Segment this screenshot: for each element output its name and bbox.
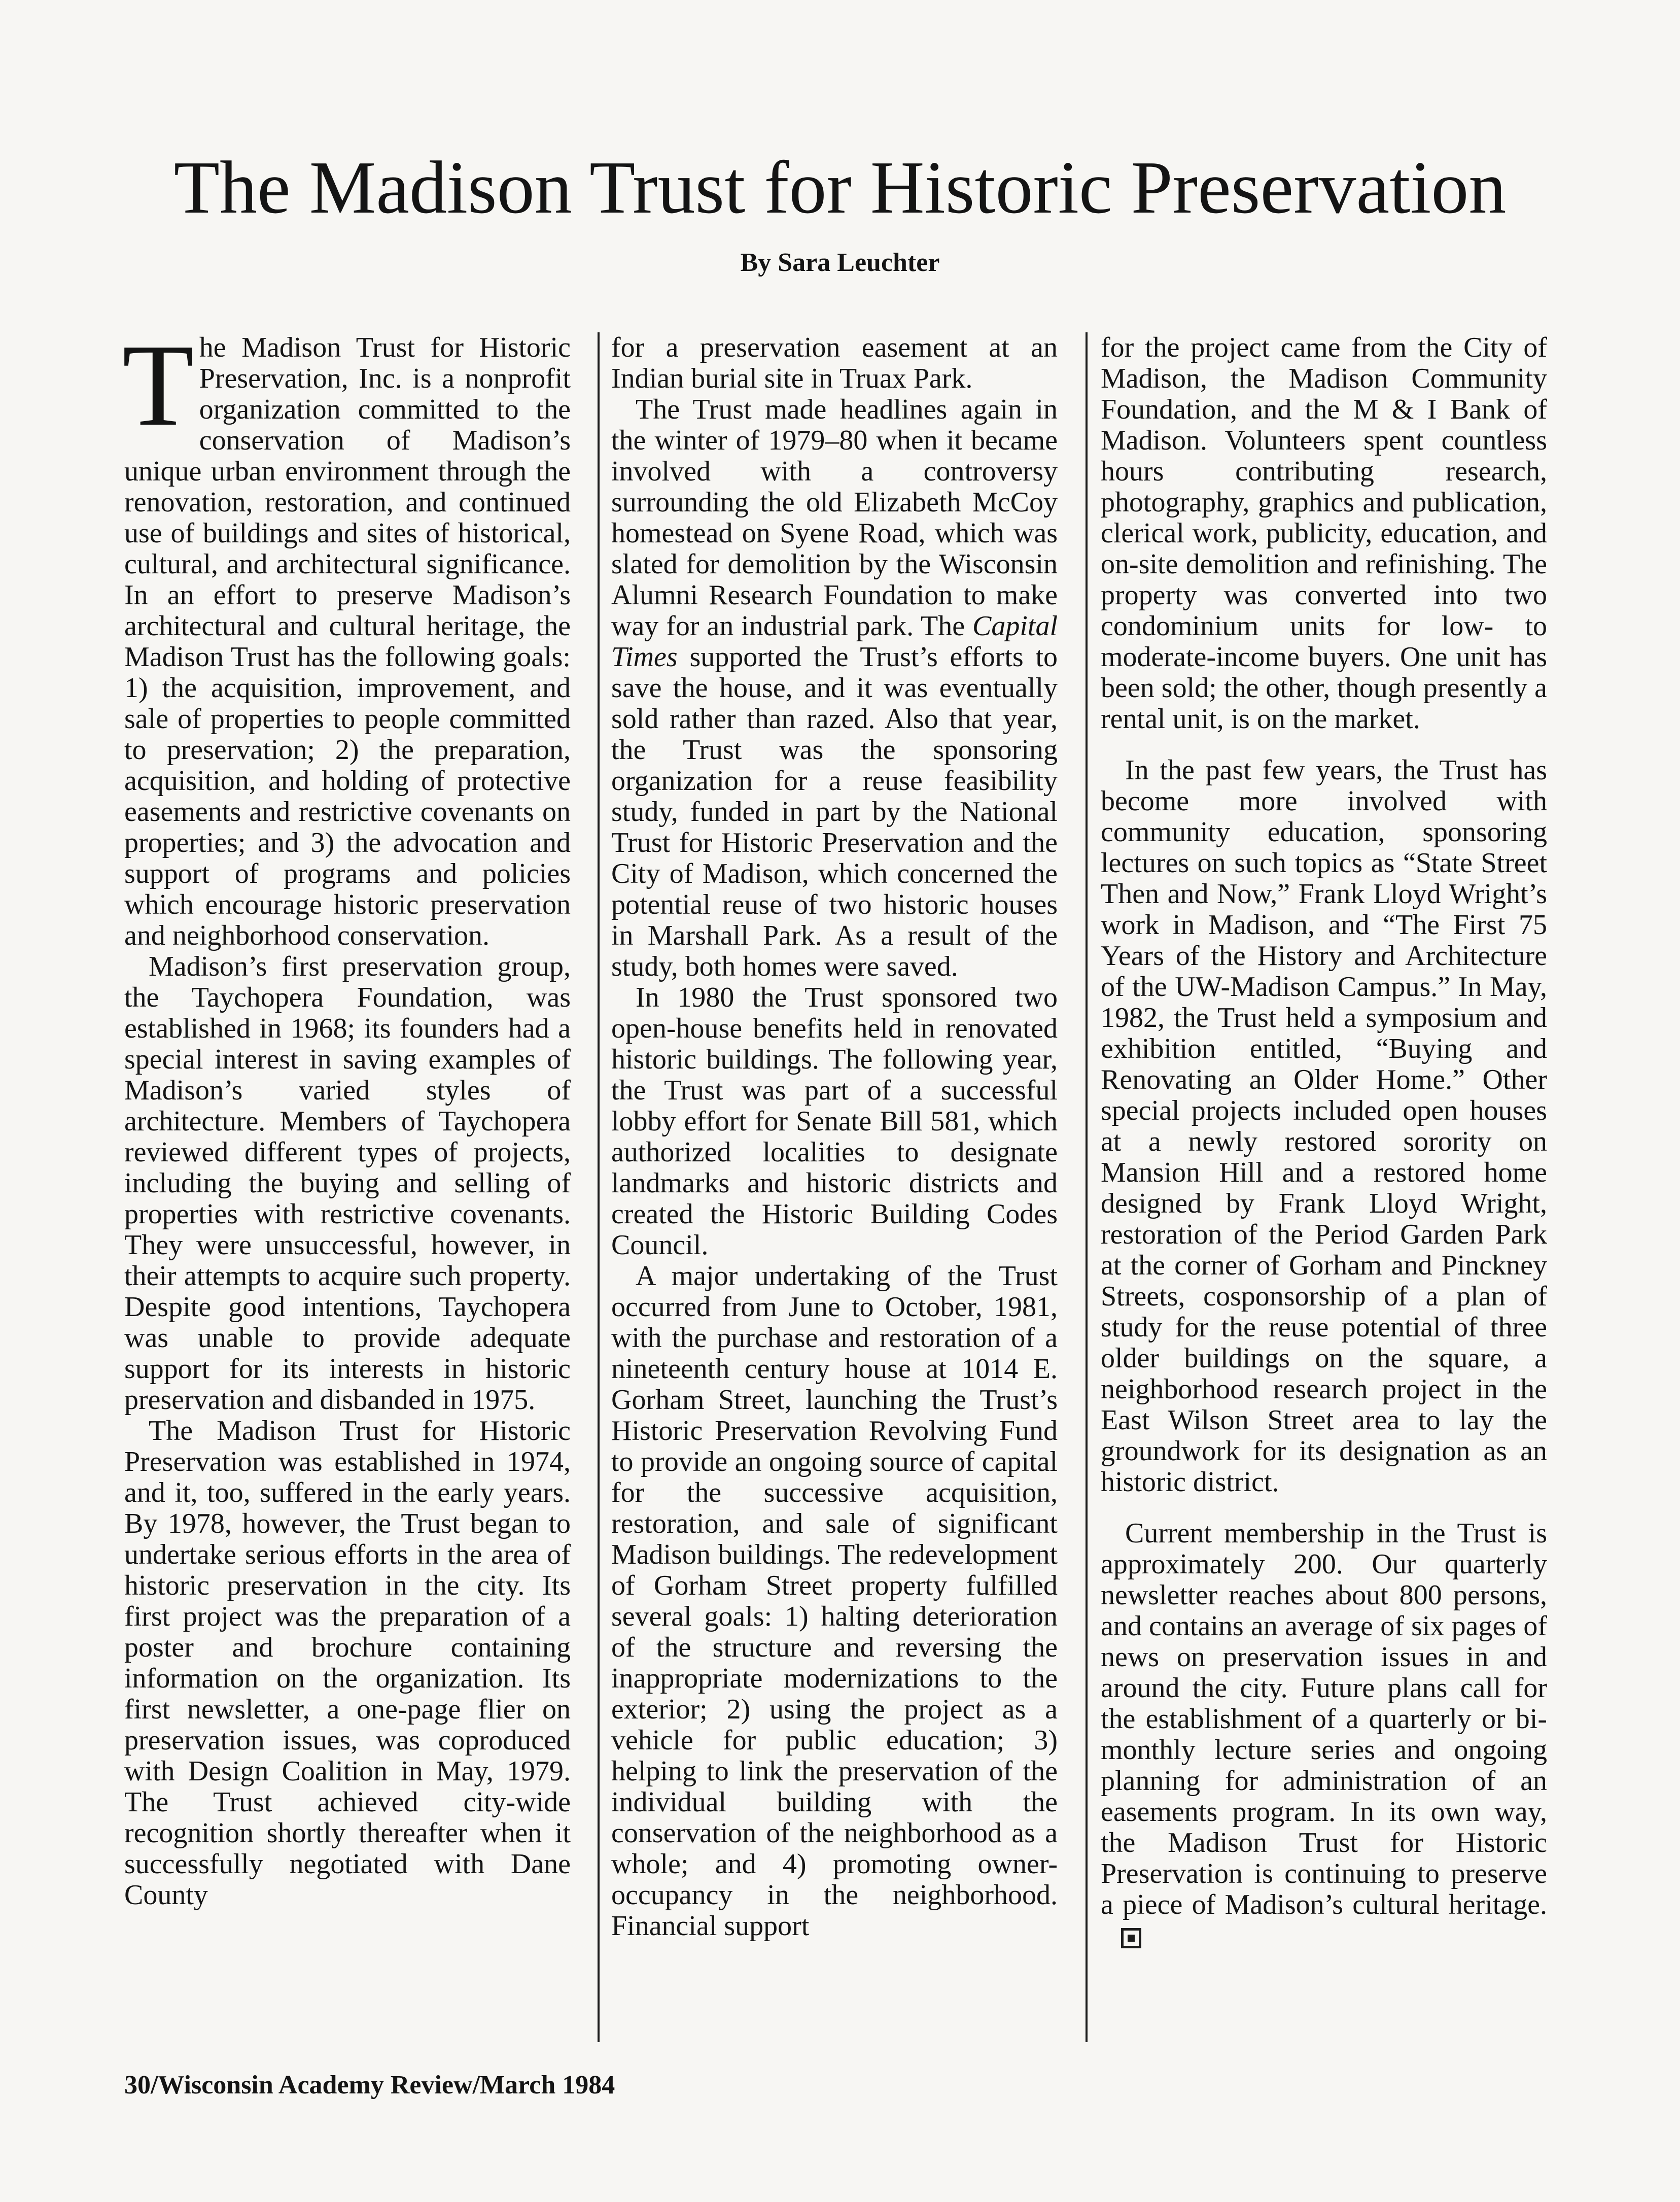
paragraph: In 1980 the Trust sponsored two open-house benefits held in renovated historic buildings. The following year, the Trust was part of a successful lobby effort for Senate Bill 581, which authorized localities to designate landmarks and historic districts and created the Historic Building Codes Council. xyxy=(611,982,1058,1261)
text-column-1 xyxy=(122,320,571,1911)
text-column-3 xyxy=(1101,332,1547,1951)
paragraph-text: The Trust made headlines again in the winter of 1979–80 when it became involved with a controversy surrounding the old Elizabeth McCoy homestead on Syene Road, which was slated for demolition by the Wisconsin Alumni Research Foundation to make way for an industrial park. The xyxy=(611,394,1058,642)
paragraph-text: he Madison Trust for Historic Preservation, Inc. is a nonprofit organization committed to the conservation of Madison’s unique urban environment through the renovation, restoration, and continued use of buildings and sites of historical, cultural, and architectural significance. In an effort to preserve Madison’s architectural and cultural heritage, the Madison Trust has the following goals: 1) the acquisition, improvement, and sale of properties to people committed to preservation; 2) the preparation, acquisition, and holding of protective easements and restrictive covenants on properties; and 3) the advocation and support of programs and policies which encourage historic preservation and neighborhood conservation. xyxy=(124,332,571,951)
paragraph: for a preservation easement at an Indian burial site in Truax Park. xyxy=(611,332,1058,394)
paragraph: for the project came from the City of Madison, the Madison Community Foundation, and the M & I Bank of Madison. Volunteers spent countless hours contributing research, photography, graphics and publication, clerical work, publicity, education, and on-site demolition and refinishing. The property was converted into two condominium units for low- to moderate-income buyers. One unit has been sold; the other, though presently a rental unit, is on the market. xyxy=(1101,332,1547,735)
byline: By Sara Leuchter xyxy=(740,248,940,277)
paragraph xyxy=(1101,1518,1547,1951)
paragraph-text: Current membership in the Trust is approximately 200. Our quarterly newsletter reaches about 800 persons, and contains an average of six pages of news on preservation issues in and around the city. Future plans call for the establishment of a quarterly or bi-monthly lecture series and ongoing planning for administration of an easements program. In its own way, the Madison Trust for Historic Preservation is continuing to preserve a piece of Madison’s cultural heritage. xyxy=(1101,1518,1547,1920)
paragraph: A major undertaking of the Trust occurred from June to October, 1981, with the purchase and restoration of a nineteenth century house at 1014 E. Gorham Street, launching the Trust’s Historic Preservation Revolving Fund to provide an ongoing source of capital for the successive acquisition, restoration, and sale of significant Madison buildings. The redevelopment of Gorham Street property fulfilled several goals: 1) halting deterioration of the structure and reversing the inappropriate modernizations to the exterior; 2) using the project as a vehicle for public education; 3) helping to link the preservation of the individual building with the conservation of the neighborhood as a whole; and 4) promoting owner-occupancy in the neighborhood. Financial support xyxy=(611,1260,1058,1942)
column-rule xyxy=(598,332,600,2042)
article-title: The Madison Trust for Historic Preservation xyxy=(173,146,1507,229)
end-of-article-icon xyxy=(1121,1928,1141,1948)
paragraph xyxy=(611,394,1058,982)
page-footer: 30/Wisconsin Academy Review/March 1984 xyxy=(124,2071,615,2100)
paragraph: The Madison Trust for Historic Preservation was established in 1974, and it, too, suffered in the early years. By 1978, however, the Trust began to undertake serious efforts in the area of historic preservation in the city. Its first project was the preparation of a poster and brochure containing information on the organization. Its first newsletter, a one-page flier on preservation issues, was coproduced with Design Coalition in May, 1979. The Trust achieved city-wide recognition shortly thereafter when it successfully negotiated with Dane County xyxy=(124,1415,571,1911)
paragraph-text: supported the Trust’s efforts to save the house, and it was eventually sold rather than razed. Also that year, the Trust was the sponsoring organization for a reuse feasibility study, funded in part by the National Trust for Historic Preservation and the City of Madison, which concerned the potential reuse of two historic houses in Marshall Park. As a result of the study, both homes were saved. xyxy=(611,641,1058,982)
newspaper-title: Capital Times xyxy=(611,610,1058,673)
paragraph: In the past few years, the Trust has become more involved with community education, sponsoring lectures on such topics as “State Street Then and Now,” Frank Lloyd Wright’s work in Madison, and “The First 75 Years of the History and Architecture of the UW-Madison Campus.” In May, 1982, the Trust held a symposium and exhibition entitled, “Buying and Renovating an Older Home.” Other special projects included open houses at a newly restored sorority on Mansion Hill and a restored home designed by Frank Lloyd Wright, restoration of the Period Garden Park at the corner of Gorham and Pinckney Streets, cosponsorship of a plan of study for the reuse potential of three older buildings on the square, a neighborhood research project in the East Wilson Street area to lay the groundwork for its designation as an historic district. xyxy=(1101,754,1547,1498)
paragraph: Madison’s first preservation group, the Taychopera Foundation, was established in 1968; its founders had a special interest in saving examples of Madison’s varied styles of architecture. Members of Taychopera reviewed different types of projects, including the buying and selling of properties with restrictive covenants. They were unsuccessful, however, in their attempts to acquire such property. Despite good intentions, Taychopera was unable to provide adequate support for its interests in historic preservation and disbanded in 1975. xyxy=(124,951,571,1416)
column-rule xyxy=(1086,332,1088,2042)
paragraph xyxy=(122,320,571,951)
drop-cap: T xyxy=(122,320,194,451)
text-column-2 xyxy=(611,332,1058,1942)
